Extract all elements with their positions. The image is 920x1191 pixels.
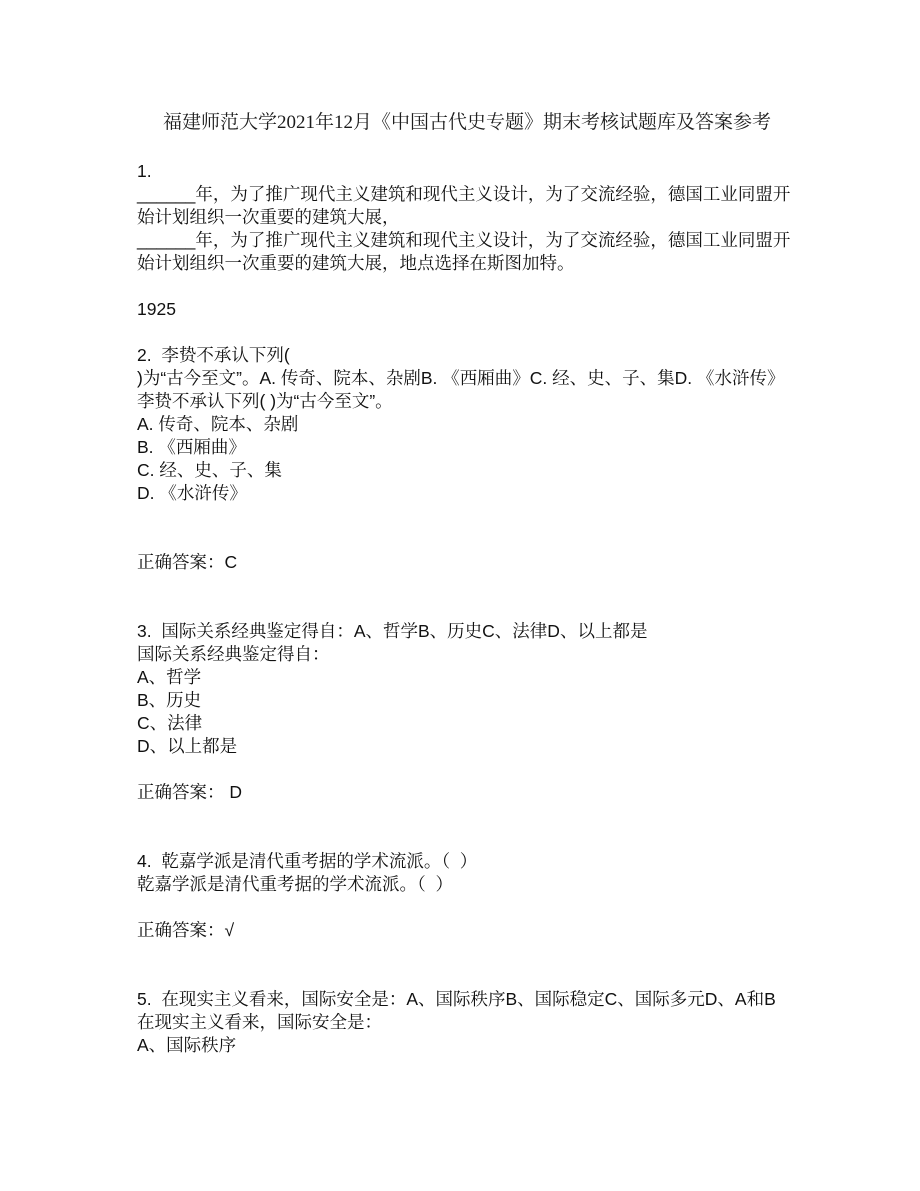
question-2-restatement: 李贽不承认下列( )为“古今至文”。	[137, 391, 393, 411]
question-1-stem-partial: ______年，为了推广现代主义建筑和现代主义设计，为了交流经验，德国工业同盟开始计划组织一次重要的建筑大展，	[137, 184, 791, 227]
question-5	[137, 988, 797, 1057]
question-2-stem-line2: )为“古今至文”。A. 传奇、院本、杂剧B. 《西厢曲》C. 经、史、子、集D. 《水浒传》	[137, 368, 785, 388]
question-2-option-c: C. 经、史、子、集	[137, 460, 282, 480]
question-3-option-b: B、历史	[137, 690, 202, 710]
question-3-answer-label: 正确答案：	[137, 782, 230, 802]
question-2	[137, 344, 797, 574]
question-3-stem: 3. 国际关系经典鉴定得自：A、哲学B、历史C、法律D、以上都是	[137, 621, 648, 641]
question-2-option-d: D. 《水浒传》	[137, 483, 247, 503]
question-2-answer-line	[137, 551, 797, 574]
question-4-answer-value: √	[224, 920, 235, 940]
question-1	[137, 160, 797, 321]
question-3	[137, 620, 797, 804]
question-1-stem-full: ______年，为了推广现代主义建筑和现代主义设计，为了交流经验，德国工业同盟开始计划组织一次重要的建筑大展，地点选择在斯图加特。	[137, 230, 791, 273]
question-3-option-a: A、哲学	[137, 667, 202, 687]
question-3-option-c: C、法律	[137, 713, 203, 733]
question-4	[137, 850, 797, 942]
question-3-answer-value: D	[229, 782, 243, 802]
question-5-restatement: 在现实主义看来，国际安全是：	[137, 1012, 382, 1032]
question-1-answer: 1925	[137, 299, 176, 319]
question-3-answer-line	[137, 781, 797, 804]
question-5-stem: 5. 在现实主义看来，国际安全是：A、国际秩序B、国际稳定C、国际多元D、A和B	[137, 989, 776, 1009]
question-2-answer-label: 正确答案：	[137, 552, 225, 572]
question-4-stem: 4. 乾嘉学派是清代重考据的学术流派。（ ）	[137, 851, 478, 871]
question-2-stem-line1: 2. 李贽不承认下列(	[137, 345, 290, 365]
question-1-number: 1.	[137, 161, 152, 181]
question-2-answer-value: C	[224, 552, 238, 572]
document-content	[137, 110, 797, 1057]
question-4-answer-label: 正确答案：	[137, 920, 225, 940]
question-4-restatement: 乾嘉学派是清代重考据的学术流派。（ ）	[137, 874, 453, 894]
question-2-option-b: B. 《西厢曲》	[137, 437, 246, 457]
question-2-option-a: A. 传奇、院本、杂剧	[137, 414, 299, 434]
question-3-restatement: 国际关系经典鉴定得自：	[137, 644, 330, 664]
question-4-answer-line	[137, 919, 797, 942]
document-title: 福建师范大学2021年12月《中国古代史专题》期末考核试题库及答案参考	[162, 112, 771, 133]
question-3-option-d: D、以上都是	[137, 736, 238, 756]
question-5-option-a: A、国际秩序	[137, 1035, 237, 1055]
